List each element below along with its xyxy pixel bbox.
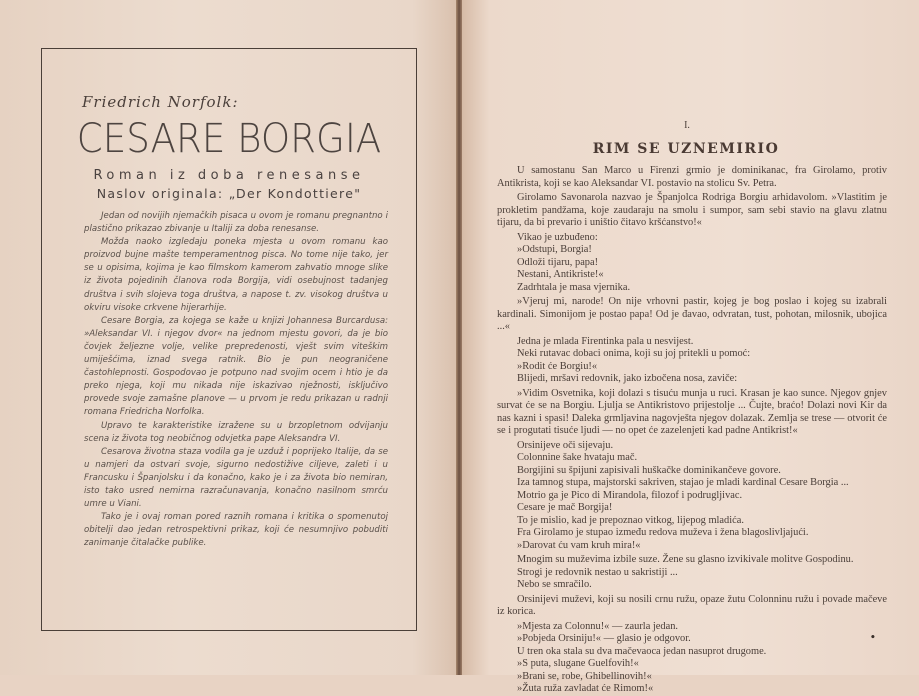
chapter-paragraph: »Žuta ruža zavladat će Rimom!« (517, 683, 654, 694)
chapter-paragraph: Orsinijeve oči sijevaju. (517, 439, 614, 451)
chapter-paragraph: Nebo se smračilo. (517, 579, 592, 590)
book-subtitle: Roman iz doba renesanse (93, 168, 365, 183)
chapter-paragraph: Jedna je mlada Firentinka pala u nesvijest. (517, 335, 694, 347)
chapter-paragraph: »Vjeruj mi, narode! On nije vrhovni pastir, kojeg je bog poslao i kojeg su izabrali kardinali. Simonijom je postao papa! Od je đavao, odvratan, tust, pohotan, milosnik, ubojica ...« (497, 296, 887, 332)
chapter-paragraph: U samostanu San Marco u Firenzi grmio je dominikanac, fra Girolamo, protiv Antikrista, koji se kao Aleksandar VI. postavio na stolicu Sv. Petra. (497, 165, 887, 189)
chapter-paragraph: Blijedi, mršavi redovnik, jako izbočena nosa, zaviče: (517, 373, 738, 384)
chapter-paragraph: Mnogim su muževima izbile suze. Žene su glasno izvikivale molitve Gospodinu. (517, 554, 854, 565)
book-blurb (84, 210, 388, 550)
author-name: Friedrich Norfolk: (82, 93, 239, 111)
chapter-paragraph: Borgijini su špijuni zapisivali huškačke dominikančeve govore. (517, 464, 781, 476)
blurb-paragraph: Možda naoko izgledaju poneka mjesta u ovom romanu kao proizvod bujne mašte temperamentnog pisca. No tome nije tako, jer se u opisima, kojima je kao filmskom kamerom zahvatio mnoge slike iz života pojedinih članova roda Borgija, vidi osebujnost tadanjeg društva i svih slojeva toga društva, a napose t. zv. visokog društva u okviru visoke crkvene hijerarhije. (84, 237, 388, 313)
chapter-paragraphs (497, 165, 887, 696)
chapter-paragraph: Strogi je redovnik nestao u sakristiji ... (517, 566, 678, 578)
chapter-paragraph: Odloži tijaru, papa! (517, 256, 599, 268)
chapter-paragraph: »Brani se, robe, Ghibellinovih!« (517, 670, 652, 682)
blurb-paragraph: Cesare Borgia, za kojega se kaže u knjizi Johannesa Burcardusa: »Aleksandar VI. i njegov dvor« na jednom mjestu govori, da je bio čovjek željezne volje, velike prepredenosti, vješt svim viteškim umiješćima, iznad svega ratnik. Bio je pun neograničene častohlepnosti. Gospodovao je potpuno nad svojim ocem i htio je da preko njega, koji mu nikada nije iskazivao nježnosti, isključivo provede svoje zamašne planove — u prvom je redu prikazan u radnji romana Friedricha Norfolka. (84, 315, 388, 418)
blurb-paragraph: Jedan od novijih njemačkih pisaca u ovom je romanu pregnantno i plastično prikazao zbivanje u Italiji za doba renesanse. (84, 211, 388, 235)
chapter-paragraph: »Rodit će Borgiu!« (517, 360, 598, 372)
chapter-paragraph: »Mjesta za Colonnu!« — zaurla jedan. (517, 620, 679, 632)
chapter-paragraph: To je mislio, kad je prepoznao vitkog, lijepog mladića. (517, 514, 744, 526)
original-title: Naslov originala: „Der Kondottiere" (96, 186, 362, 201)
chapter-paragraph: »Pobjeda Orsiniju!« — glasio je odgovor. (517, 633, 691, 644)
chapter-paragraph: Vikao je uzbuđeno: (517, 231, 598, 243)
chapter-paragraph: Zadrhtala je masa vjernika. (517, 281, 631, 293)
chapter-paragraph: Cesare je mač Borgija! (517, 502, 613, 513)
chapter-paragraph: Neki rutavac dobaci onima, koji su joj pritekli u pomoć: (517, 348, 751, 359)
chapter-paragraph: »Darovat ću vam kruh mira!« (517, 539, 641, 551)
chapter-number: I. (684, 120, 690, 131)
book-spine (456, 0, 462, 675)
chapter-paragraph: Girolamo Savonarola nazvao je Španjolca Rodriga Borgiu arhidavolom. »Vlastitim je prokletim pandžama, koje zaudaraju na smolu i sumpor, sam sebi stavio na glavu zlatnu tijaru, da bi prevario i uništio čitavo kršćanstvo!« (497, 192, 887, 228)
chapter-paragraph: Motrio ga je Pico di Mirandola, filozof i podrugljivac. (517, 489, 743, 501)
chapter-paragraph: Fra Girolamo je stupao između redova muževa i žena blagoslivljajući. (517, 527, 809, 538)
book-title: CESARE BORGIA (76, 116, 382, 162)
chapter-paragraph: Colonnine šake hvataju mač. (517, 452, 638, 463)
blurb-paragraph: Upravo te karakteristike izražene su u brzopletnom odvijanju scena iz života tog neobičnog odvjetka pape Aleksandra VI. (84, 420, 388, 444)
chapter-title: RIM SE UZNEMIRIO (592, 140, 780, 157)
chapter-text (497, 120, 887, 696)
chapter-paragraph: »Vidim Osvetnika, koji dolazi s tisuću munja u ruci. Krasan je kao sunce. Njegov gnjev survat će se na Borgiu. Ljulja se Antikristovo prijestolje ... Čujte, braćo! Dolazi novi Kir da nas kazni i spasi! Daleka grmljavina nagovješta njegov dolazak. Zemlja se trese — otvorit će se i progutati tisuće ljudi — no opet će zazelenjeti kad padne Antikrist!« (497, 387, 887, 436)
blurb-paragraph: Cesarova životna staza vodila ga je uzduž i poprijeko Italije, da se u namjeri da ostvari svoje, sigurno nedostižive ciljeve, zaleti i u Francusku i Španjolsku i da konačno, kako je i za života bio nemiran, isto tako usred nemirna razračunavanja, konačno nasilnom smrću umre u Viani. (84, 446, 388, 510)
chapter-paragraph: Orsinijevi muževi, koji su nosili crnu ružu, opaze žutu Colonninu ružu i povade mačeve iz korica. (497, 593, 887, 617)
chapter-paragraph: »Odstupi, Borgia! (517, 244, 592, 255)
chapter-paragraph: »S puta, slugane Guelfovih!« (517, 658, 639, 669)
chapter-paragraph: U tren oka stala su dva mačevaoca jedan nasuprot drugome. (517, 645, 767, 657)
page-number: • (870, 633, 876, 643)
chapter-paragraph: Nestani, Antikriste!« (517, 269, 604, 280)
blurb-paragraph: Tako je i ovaj roman pored raznih romana i kritika o spomenutoj obitelji dao jedan retrospektivni prikaz, koji će nesumnjivo pobuditi zanimanje čitalačke publike. (84, 512, 388, 549)
chapter-paragraph: Iza tamnog stupa, majstorski sakriven, stajao je mladi kardinal Cesare Borgia ... (517, 477, 849, 488)
